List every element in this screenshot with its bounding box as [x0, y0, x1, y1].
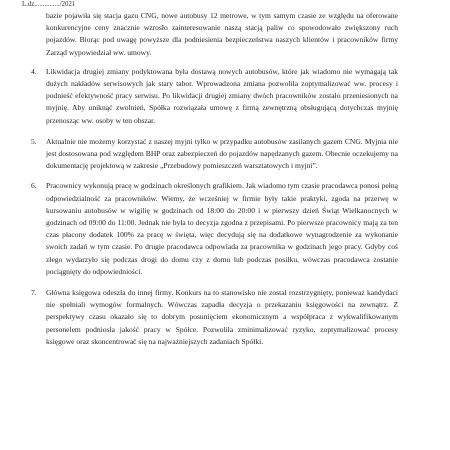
list-item-5: [31, 136, 398, 173]
intro-paragraph: bazie pojawiła się stacja gazu CNG, nowe autobusy 12 metrowe, w tym samym czasie ze względu na oferowane konkurencyjne ceny znacznie wzrosło zainteresowanie naszą stacją paliw co spowodowało zwiększony ruch pojazdów. Biorąc pod uwagę powyższe dla podniesienia bezpieczeństwa naszych klientów i pracowników firmy Zarząd wypowiedział ww. umowy.: [46, 11, 398, 57]
document-reference-number: L.dz.............../2021: [22, 1, 76, 8]
document-body: [31, 10, 398, 348]
spacer: [46, 127, 398, 136]
list-item-7: [31, 287, 398, 348]
spacer: [46, 278, 398, 287]
spacer: [46, 172, 398, 180]
spacer: [46, 59, 398, 66]
list-item-text: Główna księgowa odeszła do innej firmy. Konkurs na to stanowisko nie został rozstrzygnięty, ponieważ kandydaci nie spełniali wymogów formalnych. Wówczas zapadła decyzja o przekazaniu księgowości na zewnątrz. Z perspektywy czasu okazało się to dobrym posunięciem ekonomicznym a współpraca z wykwalifikowanym personelem podniosła jakość pracy w Spółce. Pozwoliła zminimalizować ryzyko, zoptymalizować procesy księgowe oraz skoncentrować się na najważniejszych zadaniach Spółki.: [46, 288, 398, 346]
list-item-text: Pracownicy wykonują pracę w godzinach określonych grafikiem. Jak wiadomo tym czasie pracodawca ponosi pełną odpowiedzialność za pracowników. Wiemy, że wcześniej w firmie były takie praktyki, zgoda na przerwę w kursowaniu autobusów w wigilię w godzinach od 18:00 do 20:00 i w pierwszy dzień Świąt Wielkanocnych w godzinach od 09:00 do 11:00. Jednak nie była to decyzja zgodna z przepisami. Po pierwsze pracownicy mają za ten czas płacony dodatek 100% za pracę w święta, więc decydują się na dodatkowe wynagrodzenie za wykonanie swoich zadań w tym czasie. Po drugie pracodawca odpowiada za pracownika w godzinach jego pracy. Gdyby coś złego wydarzyło się podczas drogi do domu czy z domu lub podczas posiłku, wówczas pracodawca zostanie pociągnięty do odpowiedniości.: [46, 181, 398, 276]
list-item-text: Likwidacja drugiej zmiany podyktowana była dostawą nowych autobusów, które jak wiadomo nie wymagają tak dużych nakładów serwisowych jak stary tabor. Wprowadzona zmiana pozwoliła zoptymalizować ww. procesy i podnieść efektywność pracy serwisu. Po likwidacji drugiej zmiany dwóch pracowników zostało przeniesionych na myjnię. Aby uniknąć zwolnień, Spółka rozwiązała umowę z firmą zewnętrzną obsługującą dotychczas myjnię przenosząc ww. osoby w ten obszar.: [46, 66, 398, 125]
list-item-number: 7.: [31, 288, 37, 298]
list-item-4: [31, 66, 398, 127]
list-item-number: 5.: [31, 136, 37, 146]
list-item-text: Aktualnie nie możemy korzystać z naszej myjni tylko w przypadku autobusów zasilanych gazem CNG. Myjnia nie jest dostosowana pod względem BHP oraz zabezpieczeń do pojazdów napędzanych gazem. Obecnie oczekujemy na dokumentację projektową w zakresie „Przebudowy pomieszczeń warsztatowych i myjni”.: [46, 136, 398, 171]
list-item-6: [31, 180, 398, 278]
list-item-number: 4.: [31, 66, 37, 76]
list-item-number: 6.: [31, 181, 37, 191]
